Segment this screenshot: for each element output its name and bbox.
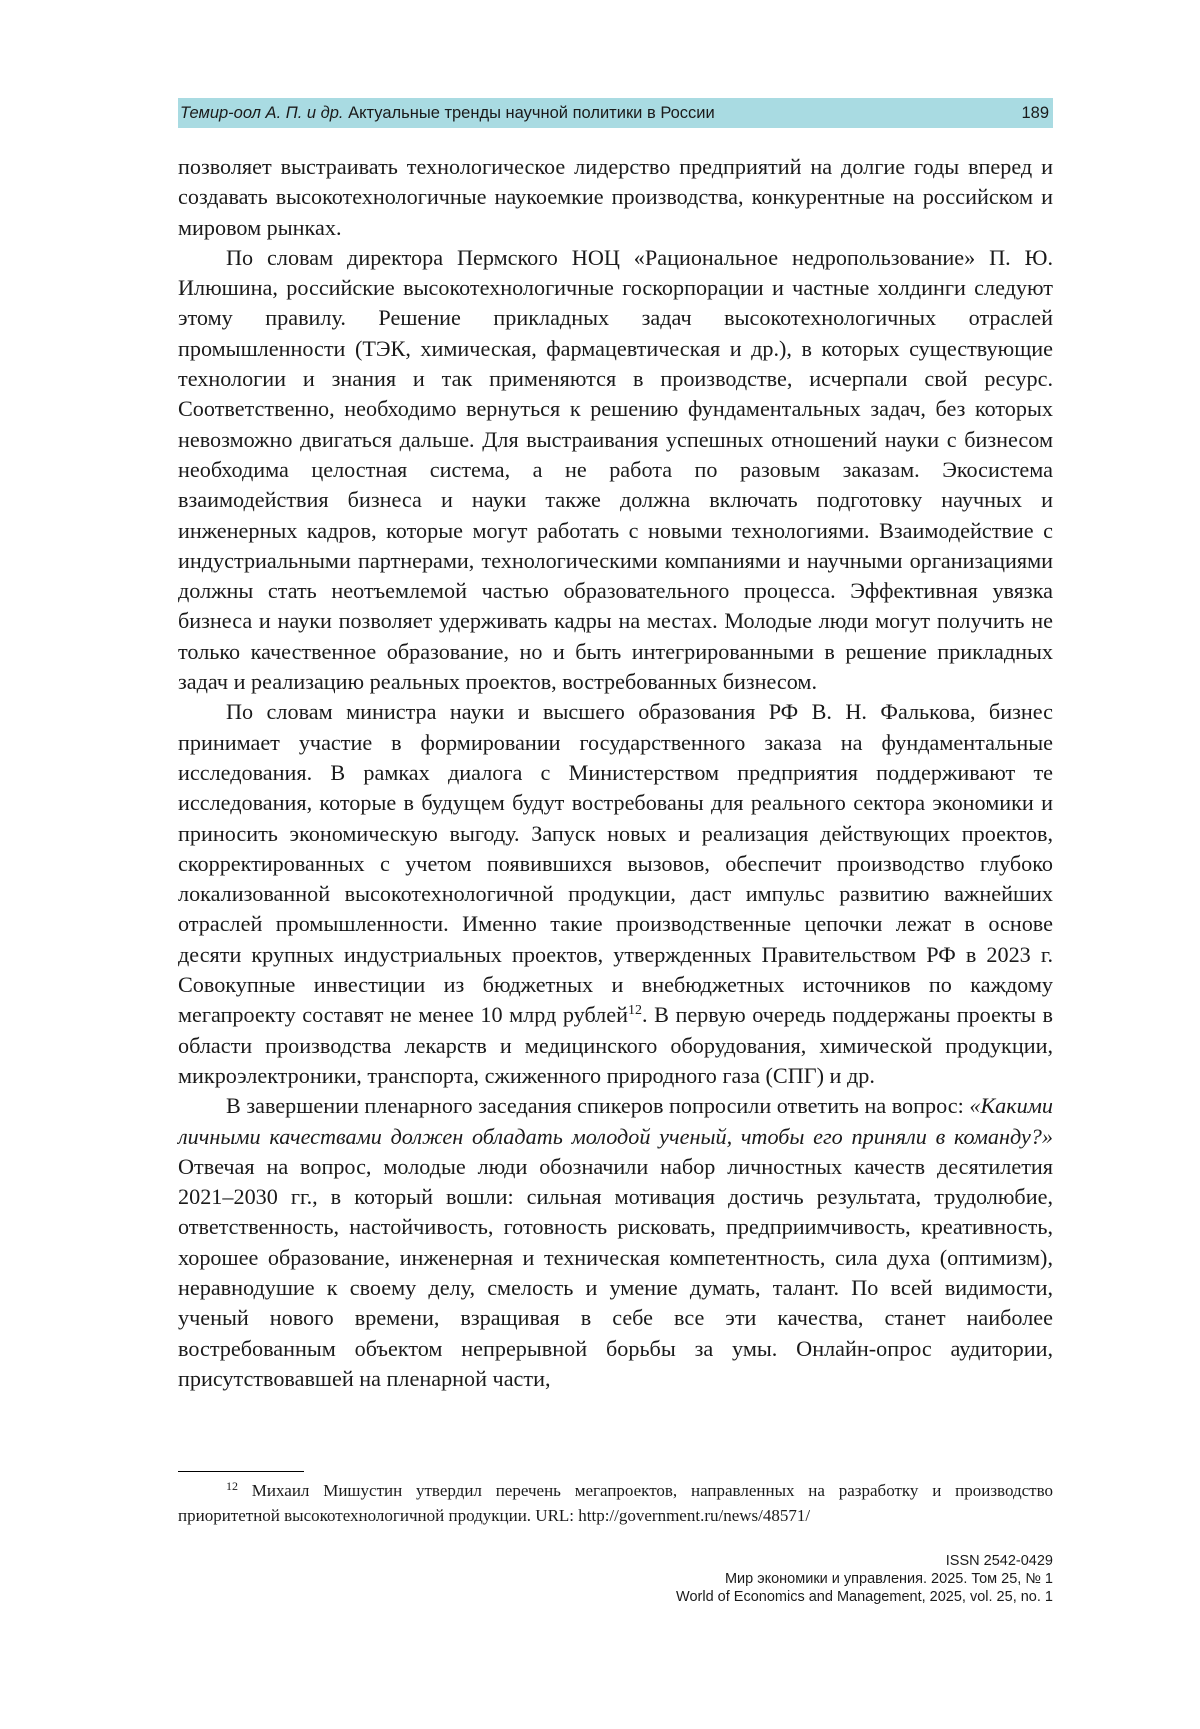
paragraph-3-text-a: По словам министра науки и высшего образования РФ В. Н. Фалькова, бизнес принимает участие в формировании государственного заказа на фундаментальные исследования. В рамках диалога с Министерством предприятия поддерживают те исследования, которые в будущем будут востребованы для реального сектора экономики и приносить экономическую выгоду. Запуск новых и реализация действующих проектов, скорректированных с учетом появившихся вызовов, обеспечит производство глубоко локализованной высокотехнологичной продукции, даст импульс развитию важнейших отраслей промышленности. Именно такие производственные цепочки лежат в основе десяти крупных индустриальных проектов, утвержденных Правительством РФ в 2023 г. Совокупные инвестиции из бюджетных и внебюджетных источников по каждому мегапроекту составят не менее 10 млрд рублей [178, 699, 1053, 1028]
footnote-12 [178, 1478, 1053, 1528]
running-title [180, 98, 715, 128]
paragraph-4 [178, 1091, 1053, 1394]
paragraph-4-text-a: В завершении пленарного заседания спикеров попросили ответить на вопрос: [226, 1093, 970, 1119]
footnote-text: Михаил Мишустин утвердил перечень мегапроектов, направленных на разработку и производство приоритетной высокотехнологичной продукции. URL: http://government.ru/news/48571/ [178, 1481, 1053, 1525]
paragraph-4-text-b: Отвечая на вопрос, молодые люди обозначили набор личностных качеств десятилетия 2021–2030 гг., в который вошли: сильная мотивация достичь результата, трудолюбие, ответственность, настойчивость, готовность рисковать, предприимчивость, креативность, хорошее образование, инженерная и техническая компетентность, сила духа (оптимизм), неравнодушие к своему делу, смелость и умение думать, талант. По всей видимости, ученый нового времени, взращивая в себе все эти качества, станет наиболее востребованным объектом непрерывной борьбы за умы. Онлайн-опрос аудитории, присутствовавшей на пленарной части, [178, 1153, 1053, 1391]
paragraph-2: По словам директора Пермского НОЦ «Рациональное недропользование» П. Ю. Илюшина, российские высокотехнологичные госкорпорации и частные холдинги следуют этому правилу. Решение прикладных задач высокотехнологичных отраслей промышленности (ТЭК, химическая, фармацевтическая и др.), в которых существующие технологии и знания и так применяются в производстве, исчерпали свой ресурс. Соответственно, необходимо вернуться к решению фундаментальных задач, без которых невозможно двигаться дальше. Для выстраивания успешных отношений науки с бизнесом необходима целостная система, а не работа по разовым заказам. Экосистема взаимодействия бизнеса и науки также должна включать подготовку научных и инженерных кадров, которые могут работать с новыми технологиями. Взаимодействие с индустриальными партнерами, технологическими компаниями и научными организациями должны стать неотъемлемой частью образовательного процесса. Эффективная увязка бизнеса и науки позволяет удерживать кадры на местах. Молодые люди могут получить не только качественное образование, но и быть интегрированными в решение прикладных задач и реализацию реальных проектов, востребованных бизнесом. [178, 244, 1053, 695]
paragraph-4-question: «Какими личными качествами должен обладать молодой ученый, чтобы его приняли в команду?» [178, 1093, 1053, 1149]
paragraph-1: позволяет выстраивать технологическое лидерство предприятий на долгие годы вперед и создавать высокотехнологичные наукоемкие производства, конкурентные на российском и мировом рынках. [178, 154, 1053, 240]
paragraph-3 [178, 697, 1053, 1091]
article-body [178, 152, 1053, 1394]
journal-citation-en: World of Economics and Management, 2025, vol. 25, no. 1 [676, 1589, 1053, 1605]
journal-citation-ru: Мир экономики и управления. 2025. Том 25, № 1 [724, 1571, 1053, 1587]
footnote-number: 12 [226, 1479, 238, 1493]
page-number: 189 [1021, 104, 1049, 122]
footnote-ref-12[interactable]: 12 [627, 1003, 642, 1019]
header-authors: Темир-оол А. П. и др. [180, 104, 344, 122]
footnote-paragraph [178, 1478, 1053, 1528]
journal-info [676, 1552, 1053, 1606]
journal-issn: ISSN 2542-0429 [945, 1553, 1053, 1569]
paragraph-3-text-b: . В первую очередь поддержаны проекты в области производства лекарств и медицинского оборудования, химической продукции, микроэлектроники, транспорта, сжиженного природного газа (СПГ) и др. [178, 1002, 1053, 1088]
footnote-separator [178, 1471, 304, 1472]
running-header [178, 98, 1053, 128]
header-article-title: Актуальные тренды научной политики в России [343, 104, 715, 122]
